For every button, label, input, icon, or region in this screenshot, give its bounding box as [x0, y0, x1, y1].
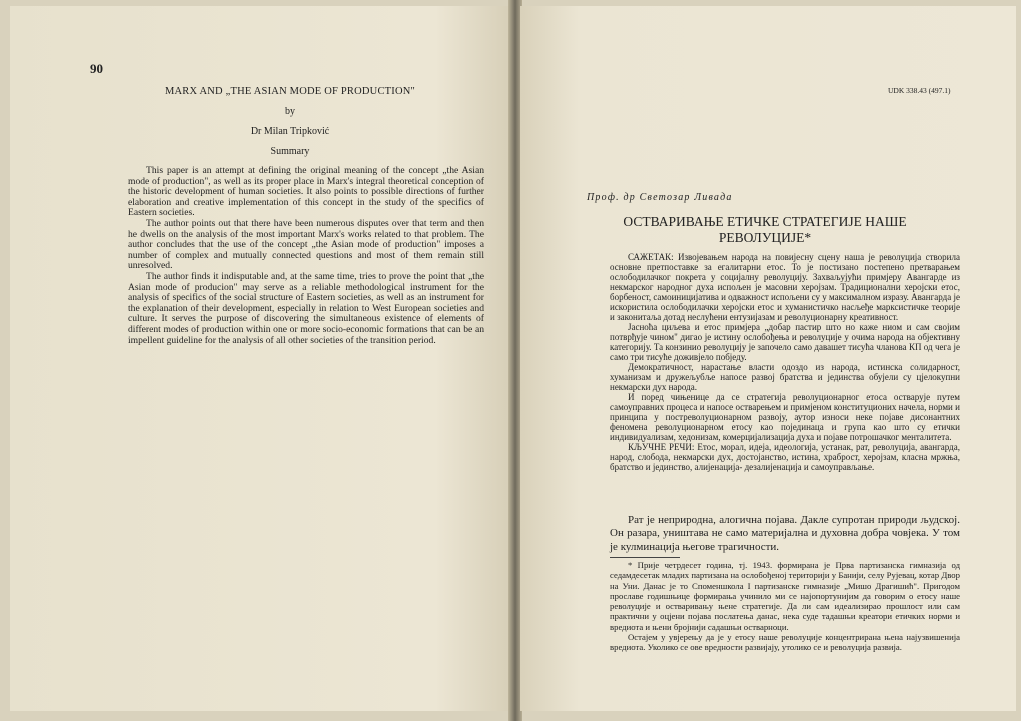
article-title: MARX AND „THE ASIAN MODE OF PRODUCTION"	[164, 86, 416, 97]
abstract-body	[610, 252, 960, 472]
article-author: Dr Milan Tripković	[250, 126, 330, 137]
abstract-paragraph: Јасноћа циљева и етос примјера „добар пастир што но каже ниом и сам својим потврђује чином" дигао је истину ослобођења и револуције у очима народа на објективну категорију. Та конзинио револуцију је започело само давашет тисућа чланова КП од чега је само три тисуће доживјело побједу.	[610, 322, 960, 362]
footnote-paragraph: * Прије четрдесет година, тј. 1943. формирана је Прва партизанска гимназија од седамдесетак младих партизана на ослобођеној територији у Банији, селу Рујевац, котар Двор на Уни. Данас је то Споменшкола I партизанске гимназије „Мишо Драгишић". Пригодом прославе годишњице формирања учинило ми се најопортунијим да говорим о етосу наше револуције и остваривању њене стратегије. Да ли сам идеализирао прошлост или сам практични у оцјени појава послатења данас, нека суде тадашњи креатори етичких норми и вредиота и њени бројнији садашњи остварноци.	[610, 560, 960, 632]
abstract-paragraph: И поред чињенице да се стратегија револуционарног етоса остварује путем самоуправних процеса и напосе остварењем и примјеном конституционих начела, норми и принципа у постреволуционарном развоју, аутор износи неке појаве дисонантних феномена револуционарном етосу као појединаца и група као што су етички индивидуализам, хедонизам, комерцијализација духа и појаве потрошачког менталитета.	[610, 392, 960, 442]
summary-heading: Summary	[270, 146, 310, 157]
summary-body	[128, 166, 484, 346]
udk-code: UDK 338.43 (497.1)	[888, 86, 951, 95]
footnotes	[610, 560, 960, 653]
summary-paragraph: This paper is an attempt at defining the original meaning of the concept „the Asian mode of production", as well as its proper place in Marx's integral theoretical conception of the historic development of human societies. It also points to possible directions of further elaboration and creative implementation of this concept in the study of the specifics of Eastern societies.	[128, 165, 484, 219]
summary-paragraph: The author finds it indisputable and, at the same time, tries to prove the point that „the Asian mode of producion" may serve as a reliable methodological instrument for the analysis of specifics of the social structure of Eastern societies, as well as an instrument for the explanation of their development, especially in relation to West European societies and culture. It serves the purpose of discovering the simultaneous existence of elements of different modes of production within one or more socio-economic formations that can be an impellent guideline for the analysis of all other societies of the transition period.	[128, 270, 484, 346]
right-page	[520, 6, 1016, 711]
page-number: 90	[90, 61, 103, 76]
article-title: ОСТВАРИВАЊЕ ЕТИЧКЕ СТРАТЕГИЈЕ НАШЕ РЕВОЛУЦИЈЕ*	[623, 214, 907, 245]
abstract-paragraph: САЖЕТАК: Извојевањем народа на повијесну сцену наша је револуција створила основне претпоставке за егалитарни етос. То је постизано постепено претварањем ослободилачког покрета у социјалну револуцију. Захваљујући примјеру Авангарде из некмарског народног духа испољен је масовни херојзам. Традиционални херојски етос, борбеност, самоиницијатива и одважност испољени су у максималном изразу. Авангарда је искористила ослободилачки херојски етос и хуманистичко насљеђе марксистичке теорије и законитаља дотад неслућени ентузијазам и револуционарну креативност.	[610, 252, 960, 322]
article-author: Проф. др Светозар Ливада	[587, 192, 733, 203]
summary-paragraph: The author points out that there have been numerous disputes over that term and then he dwells on the analysis of the most important Marx's works related to that problem. The author concludes that the use of the concept „the Asian mode of production" imposes a number of complex and mutually connected questions and most of them remain still unresolved.	[128, 217, 484, 272]
abstract-keywords: КЉУЧНЕ РЕЧИ: Етос, морал, идеја, идеологија, устанак, рат, револуција, авангарда, народ, слобода, некмарски дух, достојанство, истина, храброст, херојзам, класна мржња, братство и јединство, алијенација- дезалијенација и самоуправљање.	[610, 442, 960, 472]
abstract-paragraph: Демократичност, нарастање власти одоздо из народа, истинска солидарност, хуманизам и дружељубље напосе развој братства и јединства обујели су цјелокупни некмарски дух народа.	[610, 362, 960, 392]
footnote-paragraph: Остајем у увјерењу да је у етосу наше револуције концентрирана њена најузвишенија вредиота. Уколико се ове вредности развијају, утолико се и револуција развија.	[610, 632, 960, 653]
byline-word: by	[285, 106, 295, 117]
left-page	[10, 6, 510, 711]
main-text: Рат је неприродна, алогична појава. Дакле супротан природи људској. Он разара, уништава не само материјална и духовна добра човјека. У том је кулминација његове трагичности.	[610, 514, 960, 553]
footnote-rule	[610, 557, 680, 558]
